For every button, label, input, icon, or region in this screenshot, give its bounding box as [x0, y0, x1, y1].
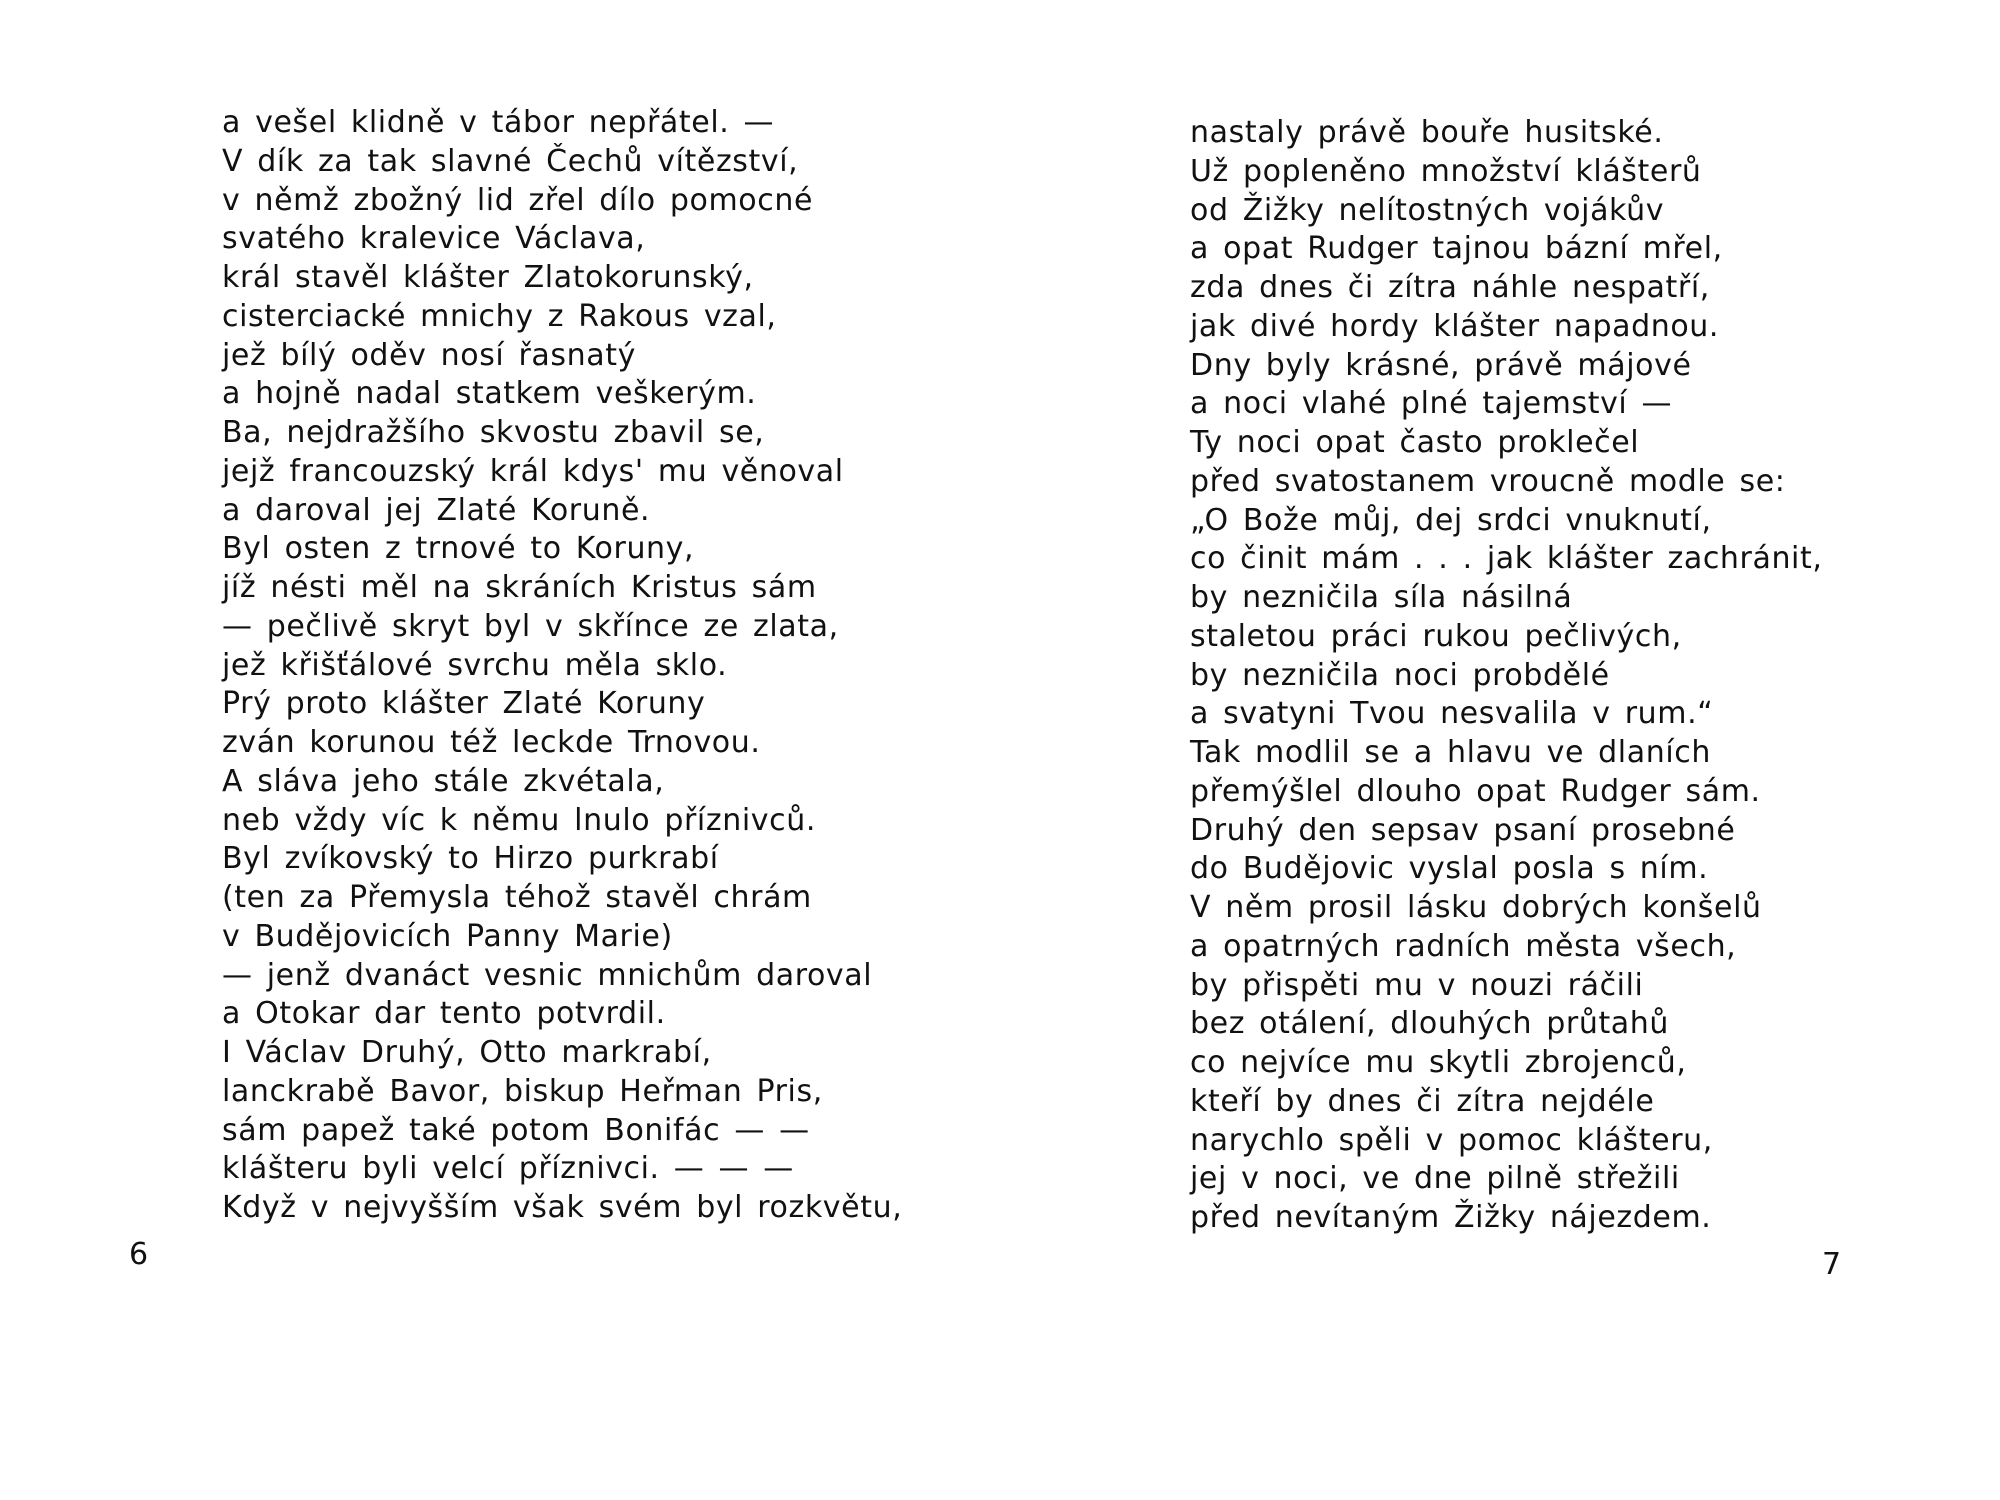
- verse-line: přemýšlel dlouho opat Rudger sám.: [1190, 773, 1761, 809]
- verse-line: od Žižky nelítostných vojákův: [1190, 192, 1665, 228]
- verse-line: jak divé hordy klášter napadnou.: [1190, 308, 1720, 344]
- verse-line: Když v nejvyšším však svém byl rozkvětu,: [222, 1190, 903, 1225]
- verse-line: zda dnes či zítra náhle nespatří,: [1190, 270, 1710, 305]
- verse-line: Byl osten z trnové to Koruny,: [222, 531, 695, 567]
- verse-line: narychlo spěli v pomoc klášteru,: [1190, 1122, 1713, 1158]
- page-number-left: 6: [129, 1237, 149, 1272]
- verse-line: v němž zbožný lid zřel dílo pomocné: [222, 182, 814, 218]
- right-page: [1000, 0, 2000, 1500]
- verse-line: před nevítaným Žižky nájezdem.: [1190, 1200, 1712, 1235]
- verse-line: a daroval jej Zlaté Koruně.: [222, 492, 651, 528]
- verse-line: král stavěl klášter Zlatokorunský,: [222, 260, 754, 295]
- page-number-right: 7: [1822, 1247, 1842, 1282]
- verse-line: a opatrných radních města všech,: [1190, 928, 1737, 964]
- verse-line: a svatyni Tvou nesvalila v rum.“: [1190, 696, 1714, 732]
- verse-line: sám papež také potom Bonifác — —: [222, 1112, 810, 1148]
- verse-line: nastaly právě bouře husitské.: [1190, 115, 1664, 150]
- verse-line: do Budějovic vyslal posla s ním.: [1190, 851, 1709, 887]
- verse-line: v Budějovicích Panny Marie): [222, 918, 673, 954]
- verse-line: co nejvíce mu skytli zbrojenců,: [1190, 1045, 1687, 1080]
- verse-line: — pečlivě skryt byl v skřínce ze zlata,: [222, 608, 839, 644]
- verse-line: lanckrabě Bavor, biskup Heřman Pris,: [222, 1073, 823, 1109]
- verse-line: Dny byly krásné, právě májové: [1190, 347, 1692, 383]
- verse-line: Prý proto klášter Zlaté Koruny: [222, 686, 706, 722]
- verse-line: a vešel klidně v tábor nepřátel. —: [222, 105, 775, 140]
- verse-line: a noci vlahé plné tajemství —: [1190, 386, 1673, 422]
- verse-line: V dík za tak slavné Čechů vítězství,: [222, 143, 799, 179]
- verse-line: I Václav Druhý, Otto markrabí,: [222, 1035, 712, 1070]
- verse-line: klášteru byli velcí příznivci. — — —: [222, 1151, 794, 1187]
- verse-line: a hojně nadal statkem veškerým.: [222, 376, 757, 412]
- verse-line: a opat Rudger tajnou bázní mřel,: [1190, 231, 1723, 267]
- verse-line: — jenž dvanáct vesnic mnichům daroval: [222, 957, 873, 993]
- verse-line: neb vždy víc k němu lnulo příznivců.: [222, 802, 816, 838]
- verse-line: svatého kralevice Václava,: [222, 221, 646, 257]
- verse-line: a Otokar dar tento potvrdil.: [222, 996, 666, 1032]
- verse-line: „O Bože můj, dej srdci vnuknutí,: [1190, 502, 1712, 538]
- verse-line: jej v noci, ve dne pilně střežili: [1190, 1161, 1680, 1197]
- verse-line: jež křišťálové svrchu měla sklo.: [222, 647, 728, 683]
- verse-line: Druhý den sepsav psaní prosebné: [1190, 812, 1736, 848]
- verse-line: Byl zvíkovský to Hirzo purkrabí: [222, 841, 719, 877]
- verse-line: (ten za Přemysla téhož stavěl chrám: [222, 880, 812, 915]
- verse-line: kteří by dnes či zítra nejdéle: [1190, 1083, 1655, 1119]
- verse-line: co činit mám . . . jak klášter zachránit,: [1190, 541, 1823, 577]
- verse-line: by přispěti mu v nouzi ráčili: [1190, 967, 1644, 1003]
- verse-line: před svatostanem vroucně modle se:: [1190, 463, 1786, 499]
- right-page-verse: [1190, 114, 1823, 1238]
- verse-line: staletou práci rukou pečlivých,: [1190, 618, 1682, 654]
- verse-line: Už popleněno množství klášterů: [1190, 153, 1702, 189]
- verse-line: V něm prosil lásku dobrých konšelů: [1190, 890, 1762, 925]
- verse-line: bez otálení, dlouhých průtahů: [1190, 1006, 1670, 1042]
- verse-line: jež bílý oděv nosí řasnatý: [222, 337, 636, 373]
- verse-line: by nezničila noci probdělé: [1190, 657, 1610, 693]
- verse-line: Ba, nejdražšího skvostu zbavil se,: [222, 415, 765, 450]
- verse-line: Tak modlil se a hlavu ve dlaních: [1190, 735, 1711, 770]
- verse-line: by nezničila síla násilná: [1190, 580, 1573, 615]
- verse-line: zván korunou též leckde Trnovou.: [222, 725, 761, 760]
- verse-line: A sláva jeho stále zkvétala,: [222, 763, 665, 799]
- verse-line: Ty noci opat často proklečel: [1190, 425, 1640, 460]
- verse-line: cisterciacké mnichy z Rakous vzal,: [222, 298, 777, 334]
- left-page-verse: [222, 104, 902, 1228]
- verse-line: jíž nésti měl na skráních Kristus sám: [222, 570, 817, 605]
- verse-line: jejž francouzský král kdys' mu věnoval: [222, 453, 844, 489]
